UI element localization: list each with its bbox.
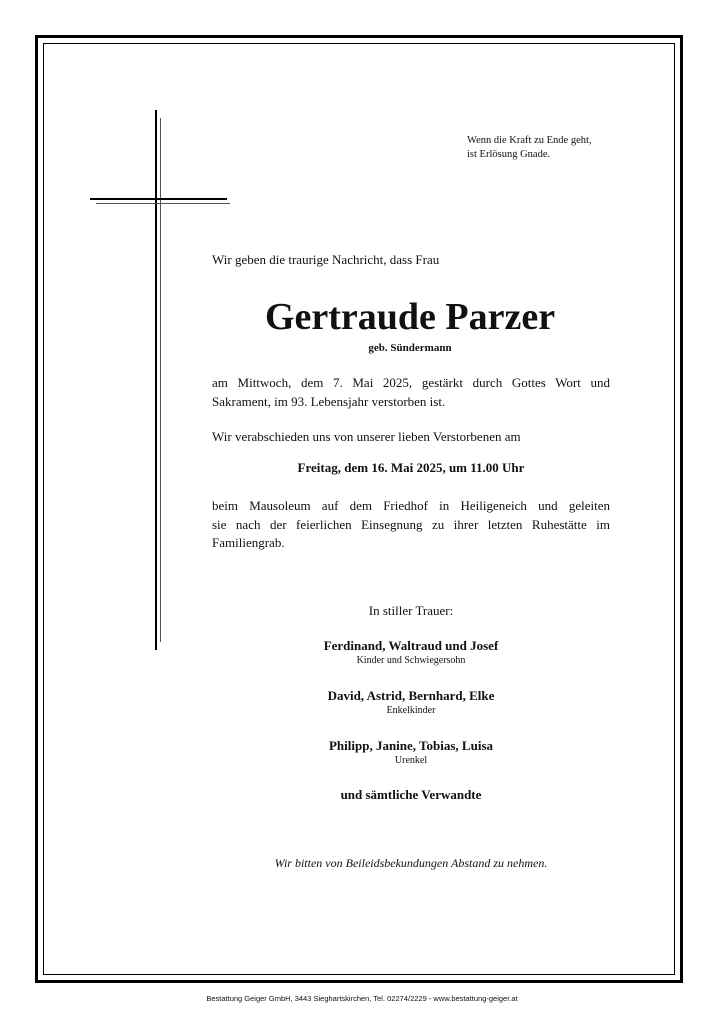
family-group bbox=[212, 737, 610, 767]
cross-vertical-shadow bbox=[160, 118, 161, 642]
family-relation: Urenkel bbox=[394, 755, 428, 766]
death-line-1: am Mittwoch, dem 7. Mai 2025, gestärkt durch Gottes Wort und bbox=[212, 375, 610, 390]
relatives-line: und sämtliche Verwandte bbox=[340, 787, 482, 802]
farewell-text: Wir verabschieden uns von unserer lieben Verstorbenen am bbox=[212, 429, 521, 444]
family-names: Philipp, Janine, Tobias, Luisa bbox=[328, 738, 494, 753]
quote-line-1: Wenn die Kraft zu Ende geht, bbox=[467, 135, 592, 146]
ceremony-date: Freitag, dem 16. Mai 2025, um 11.00 Uhr bbox=[297, 460, 525, 475]
death-line-2: Sakrament, im 93. Lebensjahr verstorben ist. bbox=[212, 393, 446, 409]
death-paragraph bbox=[212, 374, 610, 411]
family-group bbox=[212, 687, 610, 717]
family-names: Ferdinand, Waltraud und Josef bbox=[323, 638, 499, 653]
closing-note: Wir bitten von Beileidsbekundungen Abstand zu nehmen. bbox=[274, 856, 548, 870]
burial-line-3: Familiengrab. bbox=[212, 535, 285, 550]
birth-name: geb. Sündermann bbox=[368, 342, 452, 354]
quote bbox=[467, 134, 667, 162]
mourning-heading: In stiller Trauer: bbox=[368, 603, 454, 618]
family-group bbox=[212, 637, 610, 667]
intro-text: Wir geben die traurige Nachricht, dass Frau bbox=[212, 252, 440, 267]
quote-line-2: ist Erlösung Gnade. bbox=[467, 149, 551, 160]
burial-line-1: beim Mausoleum auf dem Friedhof in Heiligeneich und geleiten bbox=[212, 498, 610, 513]
deceased-name: Gertraude Parzer bbox=[264, 296, 556, 338]
family-relation: Kinder und Schwiegersohn bbox=[356, 655, 466, 666]
family-relation: Enkelkinder bbox=[386, 705, 436, 716]
footer-imprint: Bestattung Geiger GmbH, 3443 Sieghartskirchen, Tel. 02274/2229 - www.bestattung-geiger.at bbox=[206, 994, 518, 1003]
cross-horizontal-shadow bbox=[96, 203, 230, 204]
cross-horizontal-bar bbox=[90, 198, 227, 200]
family-names: David, Astrid, Bernhard, Elke bbox=[327, 688, 495, 703]
cross-vertical-bar bbox=[155, 110, 157, 650]
burial-paragraph bbox=[212, 497, 610, 553]
burial-line-2: sie nach der feierlichen Einsegnung zu ihrer letzten Ruhestätte im bbox=[212, 516, 610, 532]
